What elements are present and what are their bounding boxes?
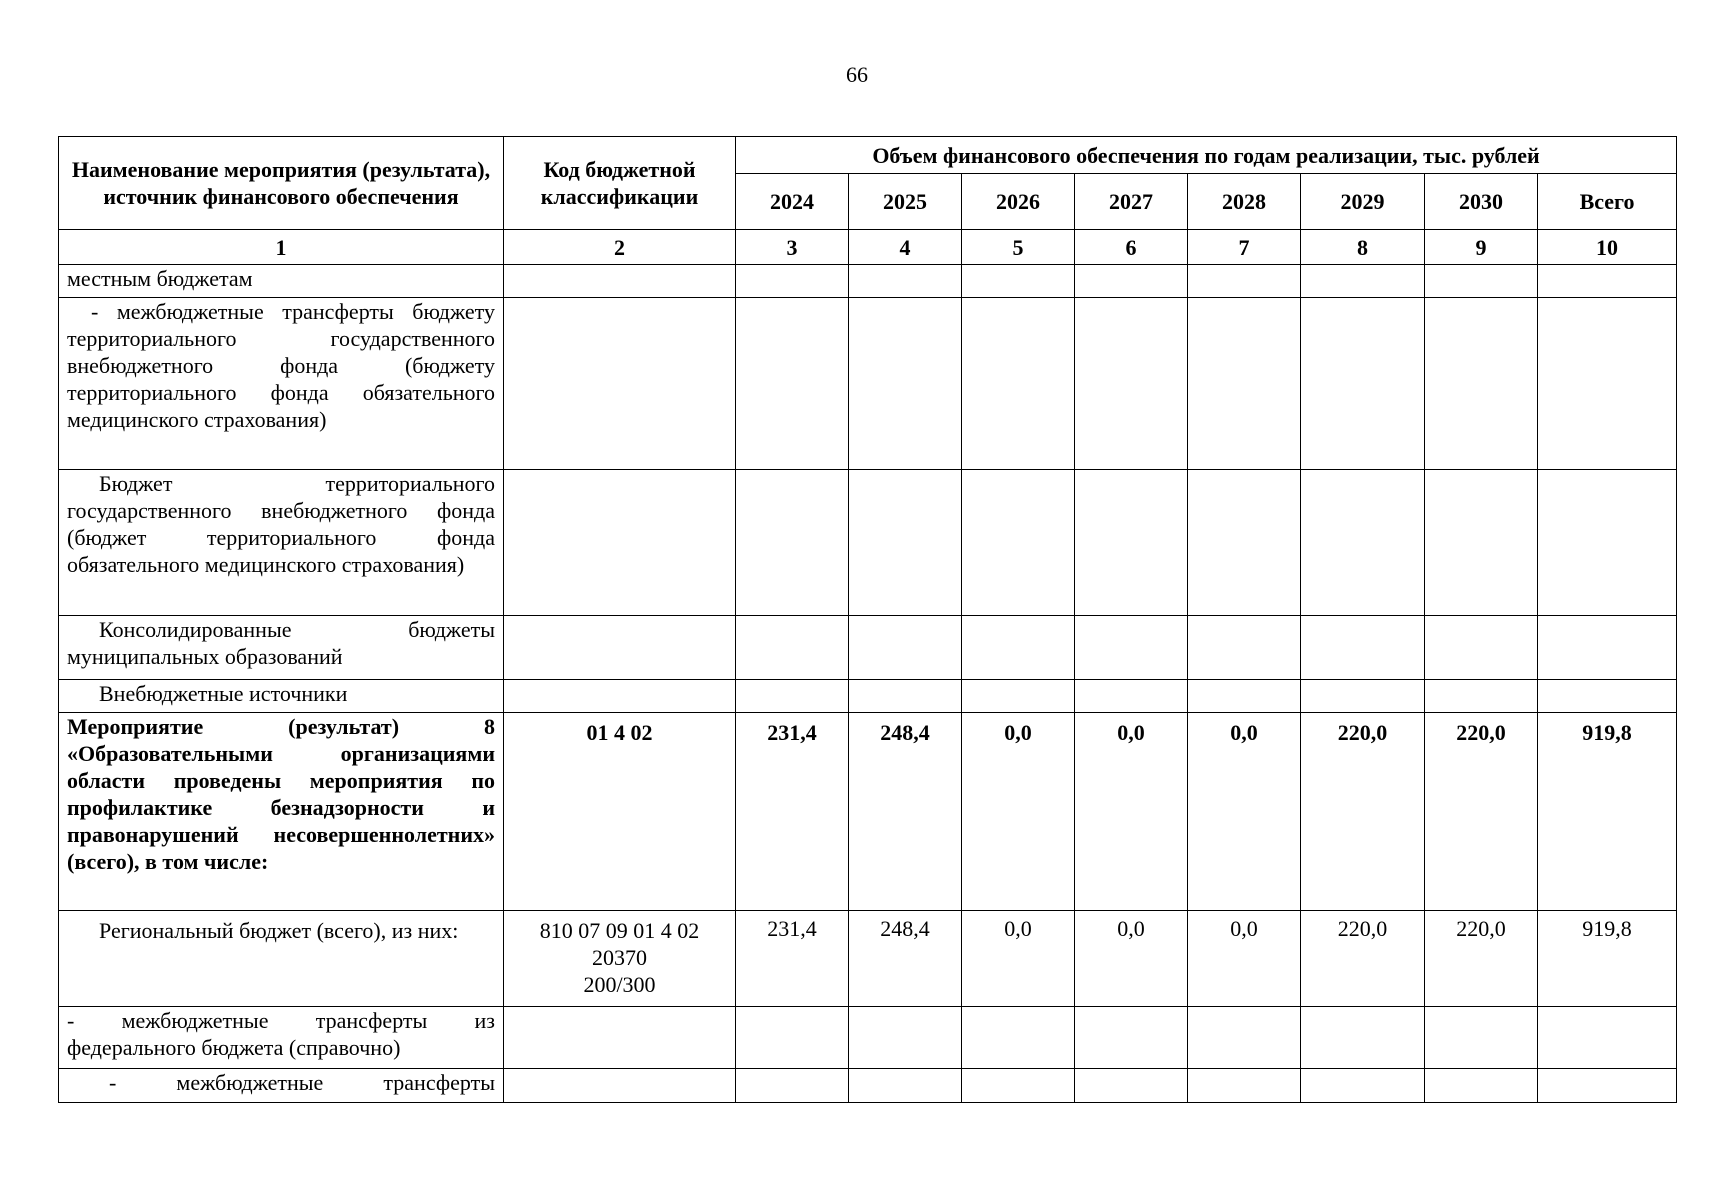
- row-value: [1538, 1069, 1677, 1103]
- row-value: 0,0: [962, 713, 1075, 911]
- column-number: 4: [849, 230, 962, 265]
- header-volume: Объем финансового обеспечения по годам реализации, тыс. рублей: [736, 137, 1677, 174]
- row-value: [962, 616, 1075, 680]
- header-year: 2027: [1075, 174, 1188, 230]
- header-year: 2025: [849, 174, 962, 230]
- row-value: 220,0: [1301, 911, 1425, 1007]
- row-code-line: 810 07 09 01 4 02: [539, 918, 700, 943]
- row-value: [1425, 470, 1538, 616]
- row-value: 919,8: [1538, 911, 1677, 1007]
- row-value: 919,8: [1538, 713, 1677, 911]
- row-value: [1301, 1069, 1425, 1103]
- row-value: [962, 680, 1075, 713]
- row-value: [1425, 265, 1538, 298]
- row-value: [849, 1007, 962, 1069]
- row-value: [1425, 1007, 1538, 1069]
- row-value: [736, 680, 849, 713]
- header-year: 2029: [1301, 174, 1425, 230]
- row-code: [504, 616, 736, 680]
- row-name: - межбюджетные трансферты: [59, 1069, 504, 1103]
- table-row: [59, 911, 1677, 1007]
- row-value: [1075, 616, 1188, 680]
- row-value: [1188, 616, 1301, 680]
- row-value: [736, 298, 849, 470]
- row-value: [736, 616, 849, 680]
- row-value: [1075, 265, 1188, 298]
- row-value: [962, 470, 1075, 616]
- column-number: 2: [504, 230, 736, 265]
- row-value: [1301, 1007, 1425, 1069]
- header-name: Наименование мероприятия (результата), источник финансового обеспечения: [59, 137, 504, 230]
- row-value: [1538, 1007, 1677, 1069]
- table-row: [59, 1069, 1677, 1103]
- row-value: [1425, 298, 1538, 470]
- row-value: 0,0: [962, 911, 1075, 1007]
- row-value: [1301, 265, 1425, 298]
- page-number: 66: [846, 62, 868, 87]
- row-value: [962, 1007, 1075, 1069]
- header-year: 2024: [736, 174, 849, 230]
- row-name: Региональный бюджет (всего), из них:: [59, 911, 504, 1007]
- row-value: [1301, 298, 1425, 470]
- row-value: [849, 265, 962, 298]
- row-code-line: 200/300: [583, 972, 656, 997]
- financing-table: [58, 136, 1677, 1103]
- row-name: Мероприятие (результат) 8 «Образовательными организациями области проведены мероприятия по профилактике безнадзорности и правонарушений несовершеннолетних» (всего), в том числе:: [59, 713, 504, 911]
- row-value: [1188, 298, 1301, 470]
- column-number: 1: [59, 230, 504, 265]
- row-code-line: 20370: [592, 945, 647, 970]
- row-value: 231,4: [736, 713, 849, 911]
- row-value: 0,0: [1188, 911, 1301, 1007]
- row-name: Бюджет территориального государственного внебюджетного фонда (бюджет территориального фонда обязательного медицинского страхования): [59, 470, 504, 616]
- row-value: [736, 1007, 849, 1069]
- row-value: 248,4: [849, 713, 962, 911]
- row-value: [1075, 680, 1188, 713]
- row-code: [504, 1069, 736, 1103]
- row-value: [1188, 1069, 1301, 1103]
- column-number: 10: [1538, 230, 1677, 265]
- row-value: [849, 680, 962, 713]
- row-value: 0,0: [1075, 713, 1188, 911]
- row-value: [736, 1069, 849, 1103]
- column-number: 5: [962, 230, 1075, 265]
- row-code: [504, 1007, 736, 1069]
- header-code: Код бюджетной классификации: [504, 137, 736, 230]
- row-name: - межбюджетные трансферты бюджету территориального государственного внебюджетного фонда (бюджету территориального фонда обязательного медицинского страхования): [59, 298, 504, 470]
- table-row: [59, 616, 1677, 680]
- row-value: [962, 265, 1075, 298]
- header-year: 2026: [962, 174, 1075, 230]
- row-code: [504, 470, 736, 616]
- table-row: [59, 713, 1677, 911]
- row-name: Консолидированные бюджеты муниципальных образований: [59, 616, 504, 680]
- column-number: 7: [1188, 230, 1301, 265]
- column-number-row: [59, 230, 1677, 265]
- table-row: [59, 298, 1677, 470]
- row-value: [1075, 470, 1188, 616]
- row-value: [1075, 1069, 1188, 1103]
- row-value: [1425, 680, 1538, 713]
- column-number: 9: [1425, 230, 1538, 265]
- row-value: [849, 616, 962, 680]
- row-value: 248,4: [849, 911, 962, 1007]
- row-value: [1188, 1007, 1301, 1069]
- table-row: [59, 1007, 1677, 1069]
- row-value: [1075, 1007, 1188, 1069]
- row-value: [849, 470, 962, 616]
- row-name: местным бюджетам: [59, 265, 504, 298]
- header-row-1: [59, 137, 1677, 174]
- row-value: 0,0: [1188, 713, 1301, 911]
- row-value: [962, 1069, 1075, 1103]
- row-value: [1188, 265, 1301, 298]
- row-value: [1425, 1069, 1538, 1103]
- header-total: Всего: [1538, 174, 1677, 230]
- row-value: 220,0: [1425, 911, 1538, 1007]
- table-row: [59, 265, 1677, 298]
- table-row: [59, 470, 1677, 616]
- table-row: [59, 680, 1677, 713]
- row-value: [962, 298, 1075, 470]
- column-number: 8: [1301, 230, 1425, 265]
- row-value: [1538, 298, 1677, 470]
- row-code: [504, 298, 736, 470]
- row-value: [1538, 680, 1677, 713]
- row-value: [1075, 298, 1188, 470]
- row-value: [1425, 616, 1538, 680]
- row-value: [1538, 265, 1677, 298]
- column-number: 3: [736, 230, 849, 265]
- row-value: [1188, 680, 1301, 713]
- row-value: [1538, 616, 1677, 680]
- row-code: [504, 680, 736, 713]
- header-year: 2030: [1425, 174, 1538, 230]
- row-value: [849, 1069, 962, 1103]
- row-value: 0,0: [1075, 911, 1188, 1007]
- row-name: Внебюджетные источники: [59, 680, 504, 713]
- row-code: 01 4 02: [504, 713, 736, 911]
- row-value: 231,4: [736, 911, 849, 1007]
- row-value: 220,0: [1301, 713, 1425, 911]
- header-year: 2028: [1188, 174, 1301, 230]
- row-value: [849, 298, 962, 470]
- column-number: 6: [1075, 230, 1188, 265]
- row-value: [1188, 470, 1301, 616]
- row-code: [504, 911, 736, 1007]
- row-value: [1301, 680, 1425, 713]
- row-value: [736, 265, 849, 298]
- row-value: 220,0: [1425, 713, 1538, 911]
- row-name: - межбюджетные трансферты из федерального бюджета (справочно): [59, 1007, 504, 1069]
- row-value: [1301, 616, 1425, 680]
- row-value: [1538, 470, 1677, 616]
- row-value: [736, 470, 849, 616]
- row-value: [1301, 470, 1425, 616]
- row-code: [504, 265, 736, 298]
